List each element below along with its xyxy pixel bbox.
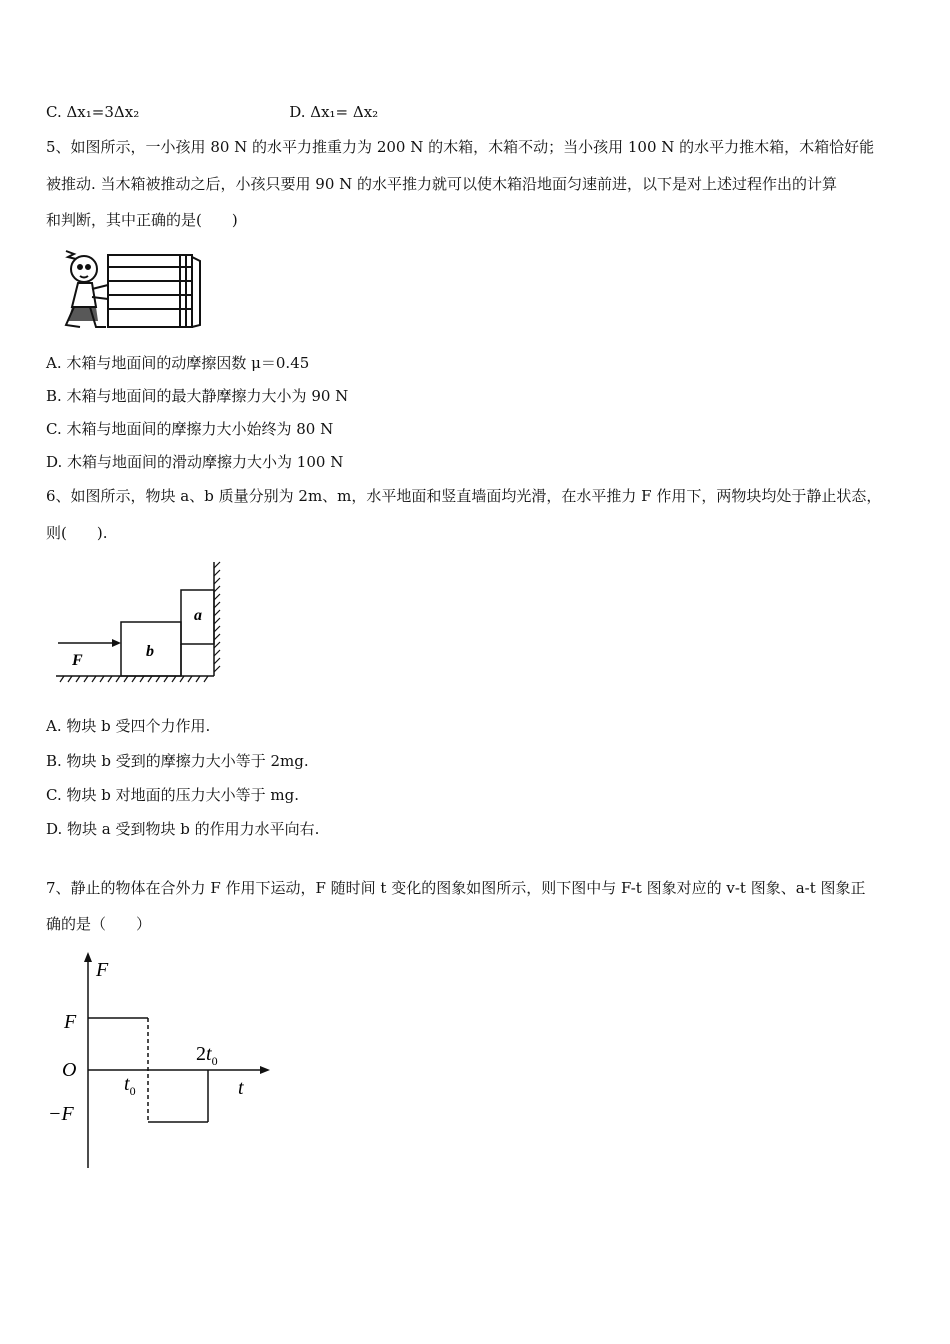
q6-option-b: B. 物块 b 受到的摩擦力大小等于 2mg. [46,752,309,770]
q5-option-c: C. 木箱与地面间的摩擦力大小始终为 80 N [46,420,334,438]
q6-option-a: A. 物块 b 受四个力作用. [46,717,211,735]
q7-stem-line1: 7、静止的物体在合外力 F 作用下运动，F 随时间 t 变化的图象如图所示，则下图中与 F-t 图象对应的 v-t 图象、a-t 图象正 [46,879,866,897]
q6-stem-line1: 6、如图所示，物块 a、b 质量分别为 2m、m，水平地面和竖直墙面均光滑，在水平推力 F 作用下，两物块均处于静止状态， [46,487,882,505]
q5-child-pushing-box-figure [56,245,206,333]
q5-stem-line2: 被推动. 当木箱被推动之后，小孩只要用 90 N 的水平推力就可以使木箱沿地面匀速前进，以下是对上述过程作出的计算 [46,175,838,193]
q5-option-b: B. 木箱与地面间的最大静摩擦力大小为 90 N [46,387,349,405]
q6-blocks-figure [54,558,244,690]
x-axis-label: t [238,1077,244,1099]
q6-label-f: F [72,652,83,669]
x-axis-arrow-icon [260,1066,270,1074]
pos-level-label: F [64,1011,77,1033]
y-axis-arrow-icon [84,952,92,962]
q4-options-row [46,102,378,122]
y-axis-label: F [96,959,109,981]
q7-stem-line2: 确的是（ ） [46,915,152,933]
q5-stem-line1: 5、如图所示，一小孩用 80 N 的水平力推重力为 200 N 的木箱，木箱不动；当小孩用 100 N 的水平力推木箱，木箱恰好能 [46,138,875,156]
q7-force-time-graph [40,950,280,1175]
q4-option-d: D. Δx₁= Δx₂ [289,103,379,121]
t0-tick-label: $t_0$ [124,1073,136,1098]
neg-level-label: −F [48,1103,74,1125]
q5-stem-line3: 和判断，其中正确的是( ) [46,211,238,229]
2t0-tick-label: $2t_0$ [196,1043,218,1068]
origin-label: O [62,1059,77,1081]
q6-stem-line2: 则( ). [46,524,108,542]
q5-option-a: A. 木箱与地面间的动摩擦因数 μ＝0.45 [46,354,310,372]
q4-option-c: C. Δx₁=3Δx₂ [46,103,140,121]
q6-option-c: C. 物块 b 对地面的压力大小等于 mg. [46,786,299,804]
q6-label-b: b [146,643,154,660]
q5-option-d: D. 木箱与地面间的滑动摩擦力大小为 100 N [46,453,344,471]
q6-label-a: a [194,607,202,624]
q6-option-d: D. 物块 a 受到物块 b 的作用力水平向右. [46,820,320,838]
